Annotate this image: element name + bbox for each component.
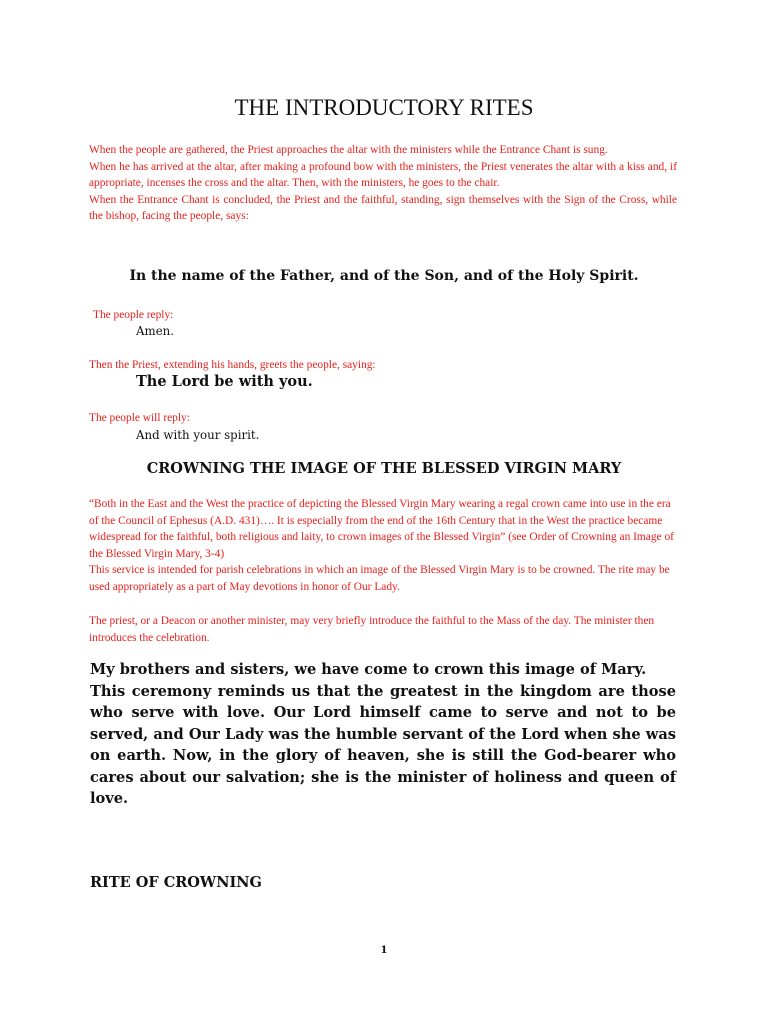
address-body: This ceremony reminds us that the greatest in the kingdom are those who serve with love. Our Lord himself came to serve and not to be served, and Our Lady was the humble servant of the Lord when she was on earth. Now, in the glory of heaven, she is still the God-bearer who cares about our salvation; she is the minister of holiness and queen of love.: [90, 682, 676, 807]
rite-heading: RITE OF CROWNING: [90, 874, 262, 891]
invocation-text: In the name of the Father, and of the Son, and of the Holy Spirit.: [129, 268, 639, 284]
rubric-sign-of-cross: When the Entrance Chant is concluded, the Priest and the faithful, standing, sign themselves with the Sign of the Cross, while the bishop, facing the people, says:: [89, 193, 677, 222]
crowning-rubrics: [89, 496, 677, 595]
greeting-text: The Lord be with you.: [136, 373, 313, 390]
amen-response: Amen.: [136, 324, 175, 338]
rubric-minister: The priest, or a Deacon or another minister, may very briefly introduce the faithful to the Mass of the day. The minister then introduces the celebration.: [89, 615, 655, 644]
address-line1: My brothers and sisters, we have come to crown this image of Mary.: [90, 661, 647, 678]
spirit-response: And with your spirit.: [136, 428, 260, 442]
rubric-people-will-reply: The people will reply:: [89, 412, 190, 424]
rubric-gathering: When the people are gathered, the Priest approaches the altar with the ministers while the Entrance Chant is sung.: [89, 144, 608, 156]
page-title: THE INTRODUCTORY RITES: [234, 95, 534, 120]
rubric-greeting: Then the Priest, extending his hands, greets the people, saying:: [89, 359, 376, 371]
address-text: [90, 659, 676, 810]
rubric-service: This service is intended for parish celebrations in which an image of the Blessed Virgin Mary is to be crowned. The rite may be used appropriately as a part of May devotions in honor of Our Lady.: [89, 564, 670, 593]
intro-rubrics: [89, 142, 677, 225]
page-number: 1: [380, 945, 388, 956]
crowning-heading: CROWNING THE IMAGE OF THE BLESSED VIRGIN MARY: [146, 460, 622, 477]
rubric-quote: “Both in the East and the West the practice of depicting the Blessed Virgin Mary wearing a regal crown came into use in the era of the Council of Ephesus (A.D. 431)…. It is especially from the end of the 16th Century that in the West the practice became widespread for the faithful, both religious and laity, to crown images of the Blessed Virgin” (see Order of Crowning an Image of the Blessed Virgin Mary, 3-4): [89, 498, 674, 560]
rubric-altar: When he has arrived at the altar, after making a profound bow with the ministers, the Priest venerates the altar with a kiss and, if appropriate, incenses the cross and the altar. Then, with the ministers, he goes to the chair.: [89, 160, 677, 189]
rubric-people-reply: The people reply:: [93, 309, 174, 321]
